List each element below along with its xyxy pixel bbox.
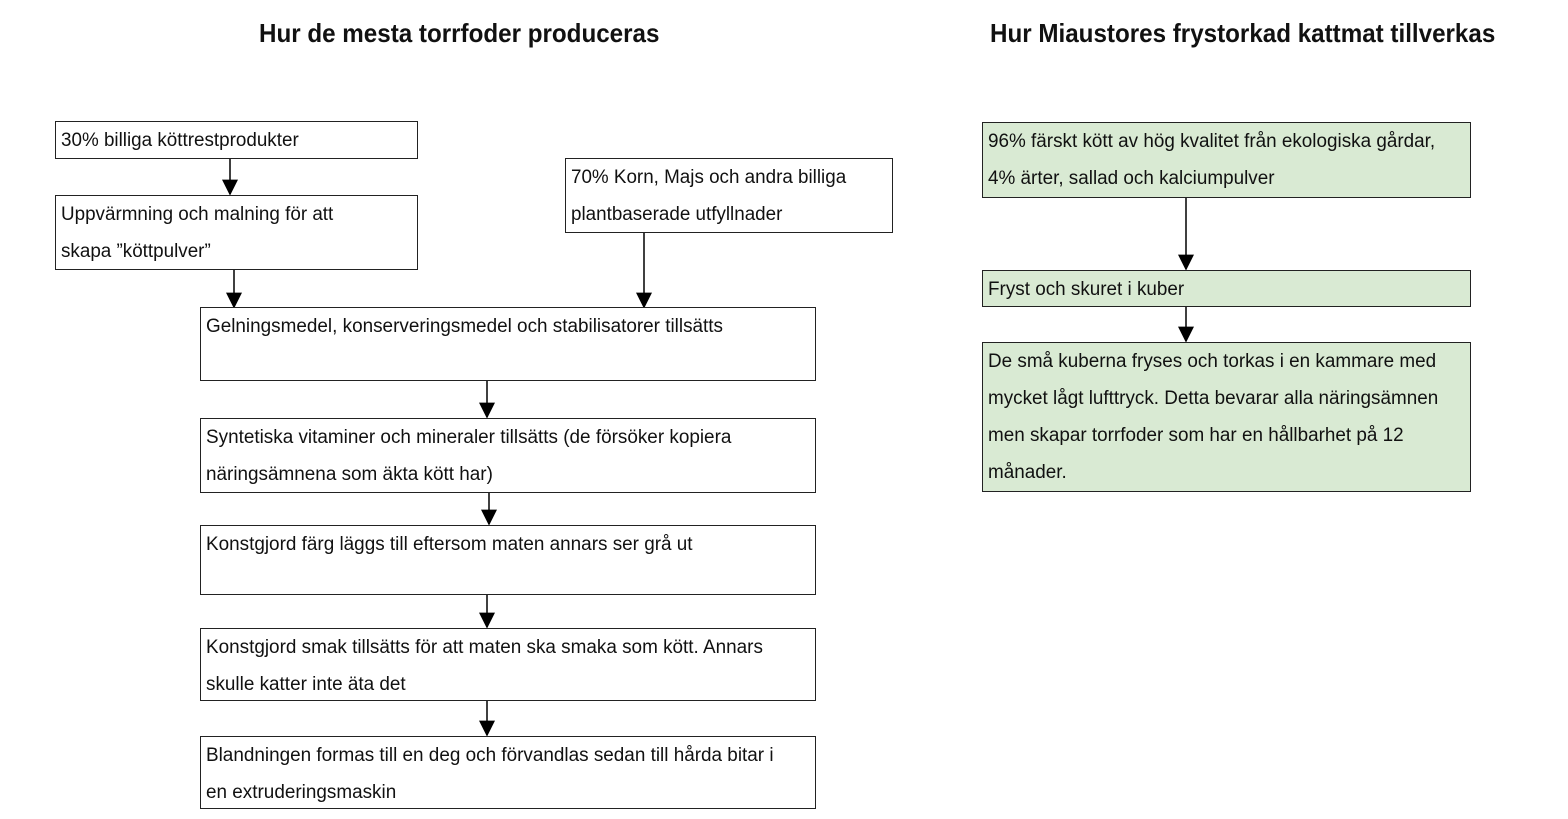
box-line: Fryst och skuret i kuber bbox=[988, 279, 1185, 300]
step-extrusion bbox=[200, 736, 816, 809]
step-synthetic-vitamins bbox=[200, 418, 816, 493]
box-line: skulle katter inte äta det bbox=[206, 674, 406, 695]
box-line: Gelningsmedel, konserveringsmedel och stabilisatorer tillsätts bbox=[206, 316, 724, 337]
box-line: Konstgjord färg läggs till eftersom maten annars ser grå ut bbox=[206, 534, 693, 555]
box-line: plantbaserade utfyllnader bbox=[571, 204, 783, 225]
step-meat-byproducts bbox=[55, 121, 418, 159]
box-line: De små kuberna fryses och torkas i en kammare med bbox=[988, 351, 1437, 372]
box-line: 4% ärter, sallad och kalciumpulver bbox=[988, 168, 1275, 189]
box-line: Konstgjord smak tillsätts för att maten ska smaka som kött. Annars bbox=[206, 637, 763, 658]
step-heating-grinding bbox=[55, 195, 418, 270]
box-line: skapa ”köttpulver” bbox=[61, 241, 211, 262]
box-line: Syntetiska vitaminer och mineraler tillsätts (de försöker kopiera bbox=[206, 427, 732, 448]
step-artificial-color bbox=[200, 525, 816, 595]
box-line: näringsämnena som äkta kött har) bbox=[206, 464, 493, 485]
box-line: 96% färskt kött av hög kvalitet från ekologiska gårdar, bbox=[988, 131, 1436, 152]
step-freeze-drying bbox=[982, 342, 1471, 492]
step-grain-fillers bbox=[565, 158, 893, 233]
box-line: men skapar torrfoder som har en hållbarhet på 12 bbox=[988, 425, 1404, 446]
step-gelling-agents bbox=[200, 307, 816, 381]
box-line: 70% Korn, Majs och andra billiga bbox=[571, 167, 847, 188]
box-line: Blandningen formas till en deg och förvandlas sedan till hårda bitar i bbox=[206, 745, 774, 766]
step-artificial-flavor bbox=[200, 628, 816, 701]
box-line: en extruderingsmaskin bbox=[206, 782, 397, 803]
box-line: Uppvärmning och malning för att bbox=[61, 204, 334, 225]
box-line: mycket lågt lufttryck. Detta bevarar alla näringsämnen bbox=[988, 388, 1439, 409]
box-line: 30% billiga köttrestprodukter bbox=[61, 130, 299, 151]
left-diagram-title: Hur de mesta torrfoder produceras bbox=[259, 18, 660, 48]
step-frozen-cubed bbox=[982, 270, 1471, 307]
step-fresh-meat bbox=[982, 122, 1471, 198]
box-line: månader. bbox=[988, 462, 1067, 483]
right-diagram-title: Hur Miaustores frystorkad kattmat tillverkas bbox=[990, 18, 1496, 48]
